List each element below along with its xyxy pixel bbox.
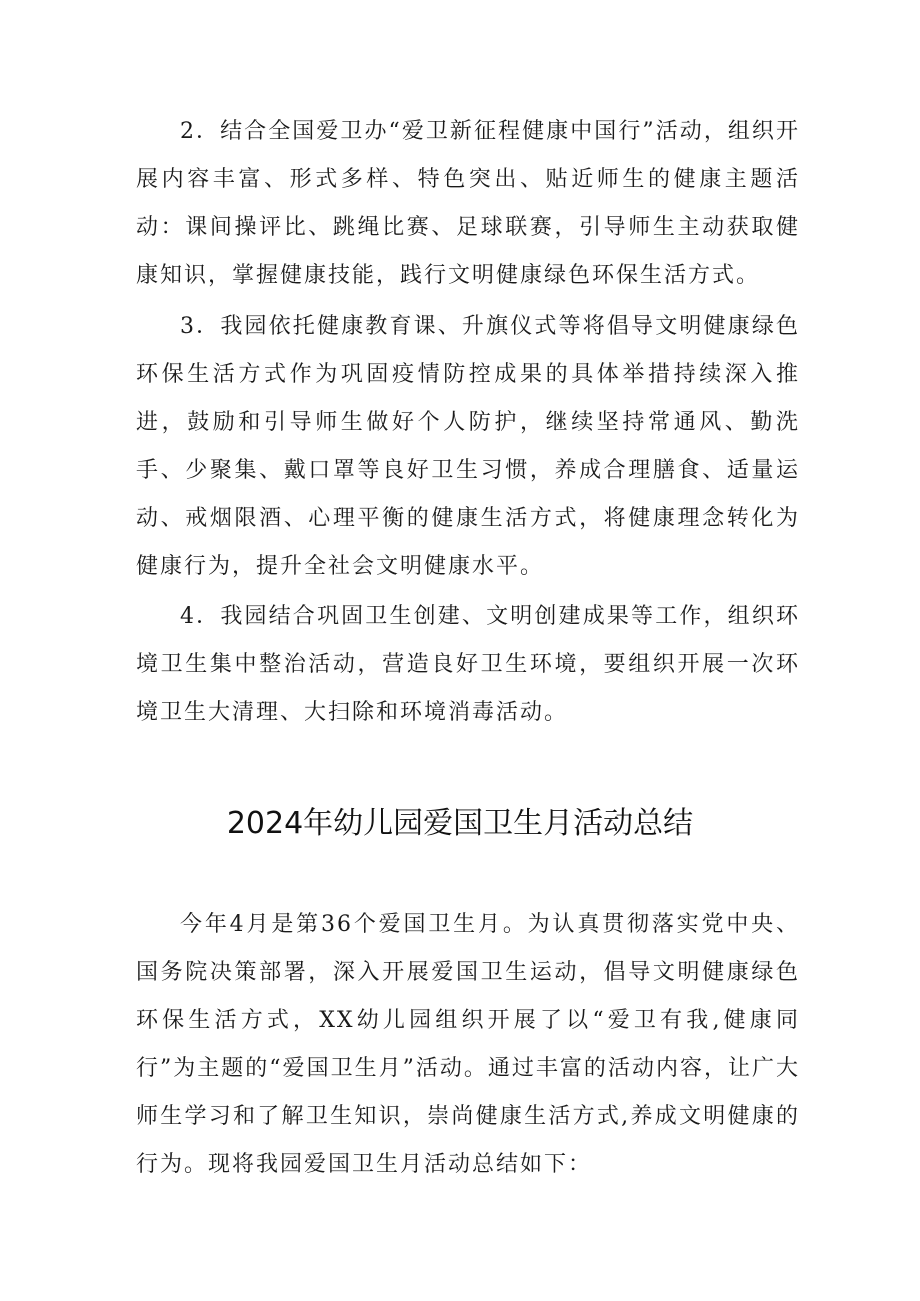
paragraph-item-2: 2．结合全国爱卫办“爱卫新征程健康中国行”活动，组织开展内容丰富、形式多样、特色突出、贴近师生的健康主题活动：课间操评比、跳绳比赛、足球联赛，引导师生主动获取健康知识，掌握健康技能，践行文明健康绿色环保生活方式。 bbox=[136, 119, 800, 288]
paragraph-item-3: 3．我园依托健康教育课、升旗仪式等将倡导文明健康绿色环保生活方式作为巩固疫情防控成果的具体举措持续深入推进，鼓励和引导师生做好个人防护，继续坚持常通风、勤洗手、少聚集、戴口罩等良好卫生习惯，养成合理膳食、适量运动、戒烟限酒、心理平衡的健康生活方式，将健康理念转化为健康行为，提升全社会文明健康水平。 bbox=[136, 314, 800, 579]
summary-paragraph: 今年4月是第36个爱国卫生月。为认真贯彻落实党中央、国务院决策部署，深入开展爱国卫生运动，倡导文明健康绿色环保生活方式，XX幼儿园组织开展了以“爱卫有我,健康同行”为主题的“爱国卫生月”活动。通过丰富的活动内容，让广大师生学习和了解卫生知识，崇尚健康生活方式,养成文明健康的行为。现将我园爱国卫生月活动总结如下： bbox=[136, 912, 800, 1177]
document-title: 2024年幼儿园爱国卫生月活动总结 bbox=[226, 806, 694, 841]
paragraph-item-4: 4．我园结合巩固卫生创建、文明创建成果等工作，组织环境卫生集中整治活动，营造良好卫生环境，要组织开展一次环境卫生大清理、大扫除和环境消毒活动。 bbox=[136, 604, 800, 725]
